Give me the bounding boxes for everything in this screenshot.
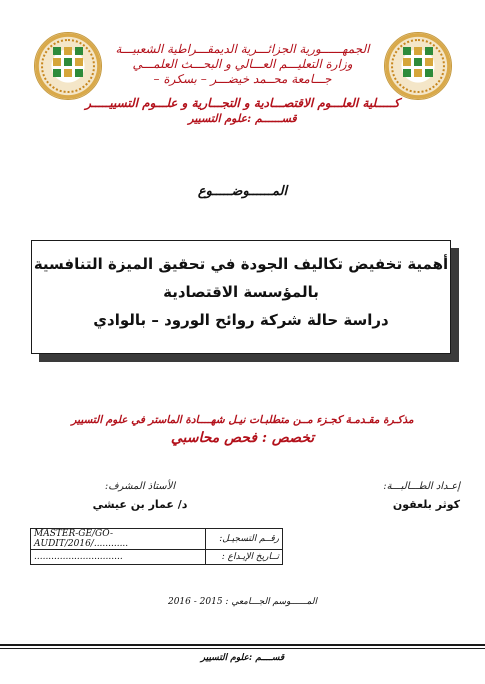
table-row [31, 529, 283, 550]
deposit-date-label: تــاريخ الإيـداع : [206, 550, 283, 565]
ministry-line: وزارة التعليـــم العـــالي و البحـــث العلمـــي [132, 57, 353, 71]
academic-year: المــــــوسم الجـــامعي : 2015 - 2016 [167, 597, 317, 607]
right-logo [34, 32, 102, 100]
student-label: إعـداد الطـــالبـــة: [383, 481, 460, 492]
republic-line: الجمهــــــورية الجزائـــرية الديمقـــراطية الشعبيـــة [115, 42, 370, 56]
supervisor-label: الأستاذ المشرف: [104, 481, 176, 492]
university-emblem-icon [403, 47, 433, 81]
subject-label: المــــــوضـــــوع [197, 184, 288, 199]
supervisor-name: د/ عمار بن عيشي [92, 498, 188, 511]
registration-number-label: رقــم التسجيـل: [206, 529, 283, 550]
title-line-1: أهمية تخفيض تكاليف الجودة في تحقيق الميزة التنافسية [33, 255, 449, 273]
title-box [31, 240, 451, 354]
faculty-line: كـــــلية العلـــوم الاقتصـــادية و التجـــارية و علـــوم التسييـــــر [85, 96, 400, 110]
student-name: كوثر بلعقون [392, 498, 460, 511]
university-line: جـــامعة محــمد خيضـــر – بسكرة – [153, 72, 332, 86]
footer-divider [0, 644, 485, 646]
table-row [31, 550, 283, 565]
left-logo [384, 32, 452, 100]
registration-number-value: MASTER-GE/GO-AUDIT/2016/............ [31, 529, 206, 550]
memo-line: مذكـرة مقـدمـة كجـزء مــن متطلبـات نيـل شهــــادة الماستر في علوم التسيير [71, 414, 414, 426]
footer-department: قســــم :علوم التسيير [200, 653, 285, 663]
deposit-date-value: ............................... [31, 550, 206, 565]
title-line-2: بالمؤسسة الاقتصادية [163, 283, 319, 301]
footer-divider-thin [0, 648, 485, 649]
registration-table [30, 528, 283, 565]
department-line: قســــــم :علوم التسيير [188, 112, 297, 125]
university-emblem-icon [53, 47, 83, 81]
specialty-line: تخصص : فحص محاسبي [170, 430, 315, 446]
title-line-3: دراسة حالة شركة روائح الورود – بالوادي [93, 311, 389, 329]
